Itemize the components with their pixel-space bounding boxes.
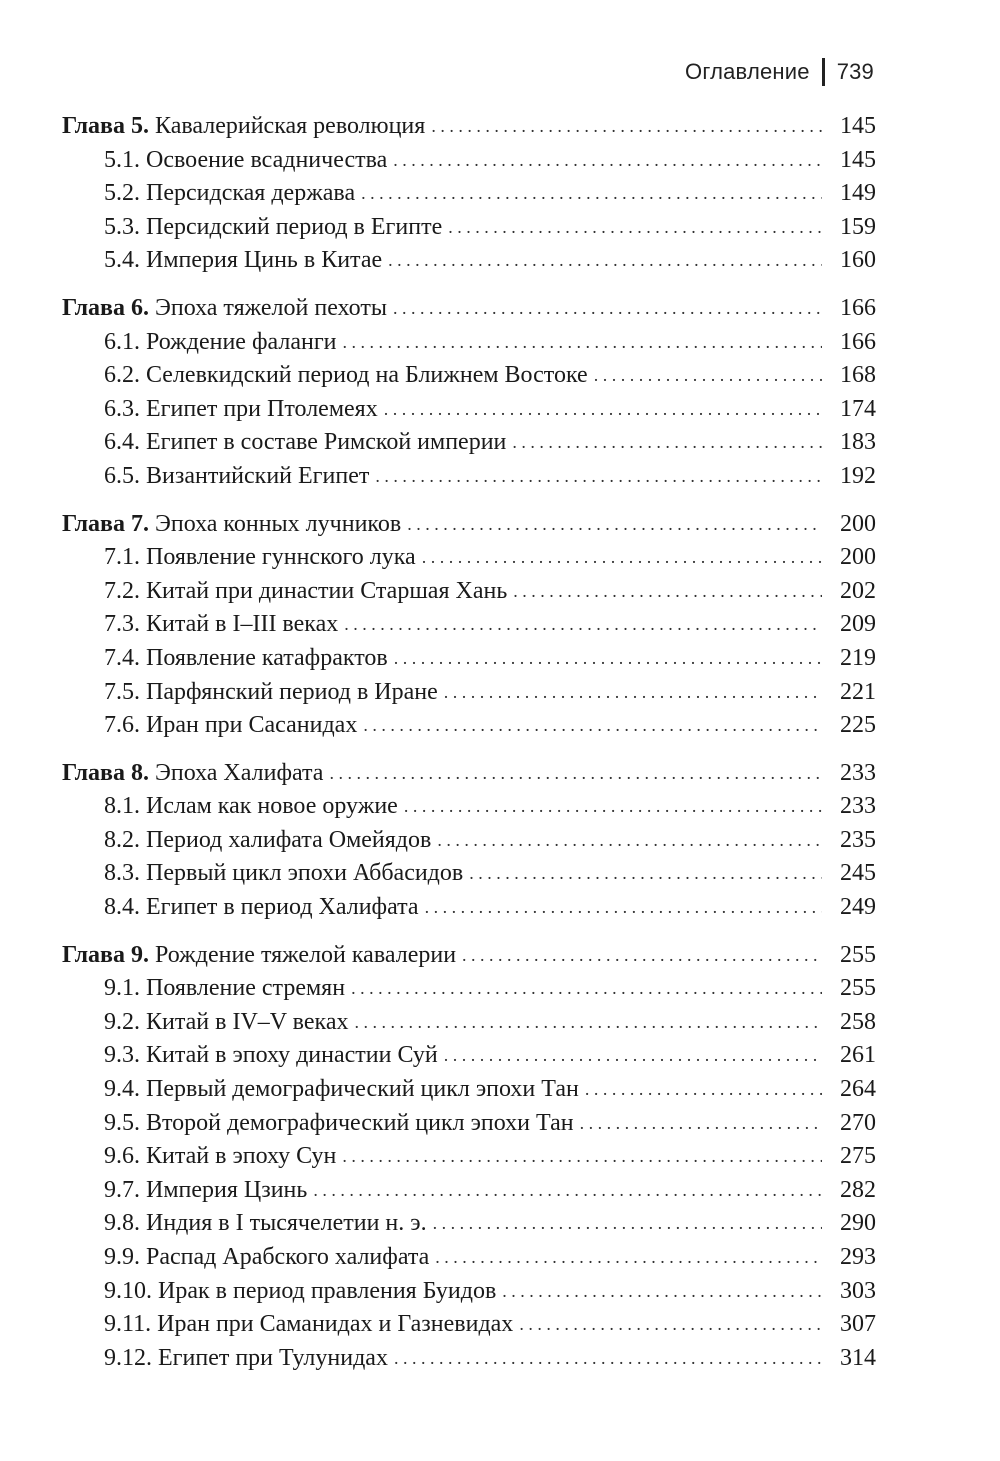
dot-leader <box>437 823 822 858</box>
section-page-number: 307 <box>840 1311 876 1338</box>
section-entry[interactable] <box>62 541 876 575</box>
section-number: 5.4. <box>104 247 140 274</box>
section-page-number: 264 <box>840 1076 876 1103</box>
section-page-number: 225 <box>840 712 876 739</box>
section-title <box>104 1140 336 1174</box>
section-entry[interactable] <box>62 211 876 245</box>
section-page-number: 261 <box>840 1042 876 1069</box>
section-title-text: Китай при династии Старшая Хань <box>146 577 508 604</box>
chapter-title <box>62 757 323 791</box>
section-number: 8.2. <box>104 826 140 853</box>
section-page-number: 233 <box>840 793 876 820</box>
section-number: 6.2. <box>104 362 140 389</box>
section-title-text: Империя Цинь в Китае <box>146 247 383 274</box>
section-entry[interactable] <box>62 1174 876 1208</box>
section-title-text: Ирак в период правления Буидов <box>158 1277 497 1304</box>
chapter-page-number: 233 <box>840 759 876 786</box>
dot-leader <box>594 358 822 393</box>
section-page-number: 235 <box>840 826 876 853</box>
section-title-text: Первый цикл эпохи Аббасидов <box>146 860 464 887</box>
dot-leader <box>425 890 822 925</box>
chapter-title <box>62 110 425 144</box>
section-number: 6.1. <box>104 328 140 355</box>
section-page-number: 183 <box>840 429 876 456</box>
chapter-label: Глава 9. <box>62 941 149 968</box>
section-page-number: 168 <box>840 362 876 389</box>
chapter-title <box>62 508 401 542</box>
dot-leader <box>433 1206 822 1241</box>
section-title <box>104 144 387 178</box>
section-number: 9.10. <box>104 1277 152 1304</box>
dot-leader <box>354 1005 822 1040</box>
section-title <box>104 426 506 460</box>
section-title <box>104 891 419 925</box>
section-number: 9.8. <box>104 1210 140 1237</box>
section-entry[interactable] <box>62 326 876 360</box>
dot-leader <box>512 425 822 460</box>
section-title-text: Парфянский период в Иране <box>146 678 438 705</box>
section-page-number: 209 <box>840 611 876 638</box>
section-title <box>104 1275 496 1309</box>
section-title <box>104 709 357 743</box>
section-page-number: 160 <box>840 247 876 274</box>
chapter-block <box>62 939 876 1376</box>
section-title <box>104 575 507 609</box>
section-number: 9.12. <box>104 1344 152 1371</box>
section-entry[interactable] <box>62 393 876 427</box>
section-entry[interactable] <box>62 1073 876 1107</box>
section-page-number: 219 <box>840 644 876 671</box>
section-number: 9.11. <box>104 1311 152 1338</box>
section-title <box>104 1174 307 1208</box>
running-head-divider <box>822 58 825 86</box>
section-number: 6.4. <box>104 429 140 456</box>
section-title-text: Китай в IV–V веках <box>146 1008 349 1035</box>
dot-leader <box>422 540 822 575</box>
chapter-block <box>62 508 876 743</box>
section-entry[interactable] <box>62 608 876 642</box>
section-number: 9.2. <box>104 1008 140 1035</box>
chapter-page-number: 145 <box>840 113 876 139</box>
dot-leader <box>585 1072 822 1107</box>
section-title-text: Иран при Саманидах и Газневидах <box>157 1311 514 1338</box>
dot-leader <box>448 210 822 245</box>
section-title-text: Индия в I тысячелетии н. э. <box>146 1210 427 1237</box>
chapter-label: Глава 5. <box>62 113 149 139</box>
section-number: 9.4. <box>104 1076 140 1103</box>
section-title-text: Египет в период Халифата <box>146 894 419 921</box>
section-page-number: 159 <box>840 213 876 240</box>
chapter-block <box>62 757 876 925</box>
section-number: 9.7. <box>104 1176 140 1203</box>
section-entry[interactable] <box>62 359 876 393</box>
section-title-text: Появление гуннского лука <box>146 544 416 571</box>
dot-leader <box>431 109 822 144</box>
chapter-entry[interactable] <box>62 757 876 791</box>
section-entry[interactable] <box>62 1342 876 1376</box>
section-number: 9.3. <box>104 1042 140 1069</box>
section-page-number: 255 <box>840 975 876 1002</box>
section-entry[interactable] <box>62 1107 876 1141</box>
running-head <box>685 58 874 86</box>
section-number: 6.3. <box>104 395 140 422</box>
section-entry[interactable] <box>62 824 876 858</box>
chapter-title-text: Рождение тяжелой кавалерии <box>155 941 457 968</box>
section-number: 9.6. <box>104 1143 140 1170</box>
section-page-number: 282 <box>840 1176 876 1203</box>
section-title-text: Китай в эпоху династии Суй <box>146 1042 438 1069</box>
section-title-text: Персидская держава <box>146 180 356 207</box>
dot-leader <box>469 856 822 891</box>
section-page-number: 200 <box>840 544 876 571</box>
section-title-text: Иран при Сасанидах <box>146 712 358 739</box>
section-title-text: Рождение фаланги <box>146 328 337 355</box>
section-page-number: 174 <box>840 395 876 422</box>
section-entry[interactable] <box>62 460 876 494</box>
section-title <box>104 824 431 858</box>
section-page-number: 270 <box>840 1109 876 1136</box>
section-entry[interactable] <box>62 1275 876 1309</box>
section-title <box>104 1308 513 1342</box>
section-entry[interactable] <box>62 790 876 824</box>
dot-leader <box>342 1139 822 1174</box>
dot-leader <box>344 607 822 642</box>
dot-leader <box>361 176 822 211</box>
section-number: 9.5. <box>104 1109 140 1136</box>
section-number: 7.5. <box>104 678 140 705</box>
section-entry[interactable] <box>62 426 876 460</box>
chapter-entry[interactable] <box>62 110 876 144</box>
section-title-text: Ислам как новое оружие <box>146 793 398 820</box>
section-entry[interactable] <box>62 857 876 891</box>
chapter-title <box>62 939 456 973</box>
section-title <box>104 1006 348 1040</box>
dot-leader <box>444 675 822 710</box>
section-page-number: 149 <box>840 180 876 207</box>
section-title-text: Империя Цзинь <box>146 1176 308 1203</box>
section-page-number: 166 <box>840 328 876 355</box>
section-title <box>104 790 398 824</box>
dot-leader <box>519 1307 822 1342</box>
section-page-number: 249 <box>840 894 876 921</box>
section-number: 7.1. <box>104 544 140 571</box>
section-page-number: 192 <box>840 462 876 489</box>
section-page-number: 145 <box>840 146 876 173</box>
section-entry[interactable] <box>62 891 876 925</box>
section-title-text: Появление катафрактов <box>146 644 388 671</box>
section-title-text: Византийский Египет <box>146 462 370 489</box>
section-title <box>104 211 442 245</box>
section-title <box>104 541 416 575</box>
section-title-text: Египет при Тулунидах <box>158 1344 388 1371</box>
page-number: 739 <box>836 59 874 84</box>
section-number: 7.4. <box>104 644 140 671</box>
section-title <box>104 1241 429 1275</box>
section-number: 7.2. <box>104 577 140 604</box>
section-entry[interactable] <box>62 1207 876 1241</box>
section-title <box>104 359 588 393</box>
section-page-number: 314 <box>840 1344 876 1371</box>
section-entry[interactable] <box>62 972 876 1006</box>
section-title-text: Второй демографический цикл эпохи Тан <box>146 1109 574 1136</box>
dot-leader <box>384 392 822 427</box>
section-title-text: Распад Арабского халифата <box>146 1244 430 1270</box>
section-title-text: Селевкидский период на Ближнем Востоке <box>146 362 588 389</box>
section-number: 8.3. <box>104 860 140 887</box>
section-title <box>104 326 337 360</box>
section-number: 5.3. <box>104 213 140 240</box>
section-entry[interactable] <box>62 177 876 211</box>
section-title-text: Освоение всадничества <box>146 146 388 173</box>
section-title-text: Первый демографический цикл эпохи Тан <box>146 1076 579 1103</box>
section-title <box>104 1073 579 1107</box>
dot-leader <box>404 789 822 824</box>
dot-leader <box>502 1274 822 1309</box>
chapter-label: Глава 7. <box>62 510 149 537</box>
running-head-title: Оглавление <box>685 59 810 84</box>
chapter-block <box>62 110 876 278</box>
section-entry[interactable] <box>62 1140 876 1174</box>
section-page-number: 258 <box>840 1008 876 1035</box>
dot-leader <box>513 574 822 609</box>
dot-leader <box>343 325 822 360</box>
section-page-number: 293 <box>840 1244 876 1270</box>
section-number: 8.4. <box>104 894 140 921</box>
section-title <box>104 460 369 494</box>
dot-leader <box>351 971 822 1006</box>
section-page-number: 245 <box>840 860 876 887</box>
dot-leader <box>462 938 822 973</box>
section-title <box>104 393 378 427</box>
dot-leader <box>580 1106 822 1141</box>
section-number: 5.2. <box>104 180 140 207</box>
section-entry[interactable] <box>62 709 876 743</box>
section-entry[interactable] <box>62 144 876 178</box>
section-entry[interactable] <box>62 1039 876 1073</box>
dot-leader <box>329 756 822 791</box>
section-page-number: 303 <box>840 1277 876 1304</box>
section-page-number: 202 <box>840 577 876 604</box>
chapter-title-text: Эпоха тяжелой пехоты <box>155 294 387 321</box>
dot-leader <box>388 243 822 278</box>
dot-leader <box>435 1240 822 1275</box>
section-title-text: Китай в I–III веках <box>146 611 339 638</box>
section-title <box>104 857 463 891</box>
section-number: 9.1. <box>104 975 140 1002</box>
section-title-text: Египет при Птолемеях <box>146 395 378 422</box>
chapter-page-number: 200 <box>840 510 876 537</box>
section-number: 8.1. <box>104 793 140 820</box>
dot-leader <box>394 1341 822 1376</box>
section-entry[interactable] <box>62 244 876 278</box>
chapter-page-number: 166 <box>840 294 876 321</box>
section-page-number: 221 <box>840 678 876 705</box>
section-entry[interactable] <box>62 575 876 609</box>
dot-leader <box>375 459 822 494</box>
section-entry[interactable] <box>62 1241 876 1275</box>
chapter-entry[interactable] <box>62 508 876 542</box>
section-title-text: Появление стремян <box>146 975 346 1002</box>
chapter-title-text: Эпоха Халифата <box>155 759 324 786</box>
section-title-text: Период халифата Омейядов <box>146 826 432 853</box>
section-title-text: Египет в составе Римской империи <box>146 429 507 456</box>
chapter-title-text: Кавалерийская революция <box>155 113 426 139</box>
section-entry[interactable] <box>62 676 876 710</box>
dot-leader <box>444 1038 822 1073</box>
dot-leader <box>313 1173 822 1208</box>
section-title <box>104 642 388 676</box>
chapter-entry[interactable] <box>62 939 876 973</box>
section-title <box>104 1107 574 1141</box>
chapter-entry[interactable] <box>62 292 876 326</box>
section-number: 9.9. <box>104 1244 140 1270</box>
section-title <box>104 1039 438 1073</box>
section-title <box>104 608 338 642</box>
table-of-contents <box>62 110 876 1389</box>
section-number: 5.1. <box>104 146 140 173</box>
section-title <box>104 244 382 278</box>
dot-leader <box>393 291 822 326</box>
section-entry[interactable] <box>62 1006 876 1040</box>
chapter-page-number: 255 <box>840 941 876 968</box>
dot-leader <box>363 708 822 743</box>
section-title <box>104 972 345 1006</box>
section-entry[interactable] <box>62 1308 876 1342</box>
section-page-number: 290 <box>840 1210 876 1237</box>
section-title-text: Китай в эпоху Сун <box>146 1143 337 1170</box>
chapter-block <box>62 292 876 494</box>
section-title-text: Персидский период в Египте <box>146 213 443 240</box>
section-number: 6.5. <box>104 462 140 489</box>
chapter-title-text: Эпоха конных лучников <box>155 510 402 537</box>
dot-leader <box>394 641 822 676</box>
section-title <box>104 676 438 710</box>
section-page-number: 275 <box>840 1143 876 1170</box>
section-title <box>104 177 355 211</box>
dot-leader <box>407 507 822 542</box>
section-title <box>104 1207 427 1241</box>
section-number: 7.6. <box>104 712 140 739</box>
chapter-label: Глава 6. <box>62 294 149 321</box>
section-entry[interactable] <box>62 642 876 676</box>
chapter-label: Глава 8. <box>62 759 149 786</box>
section-title <box>104 1342 388 1376</box>
section-number: 7.3. <box>104 611 140 638</box>
chapter-title <box>62 292 387 326</box>
dot-leader <box>393 143 822 178</box>
